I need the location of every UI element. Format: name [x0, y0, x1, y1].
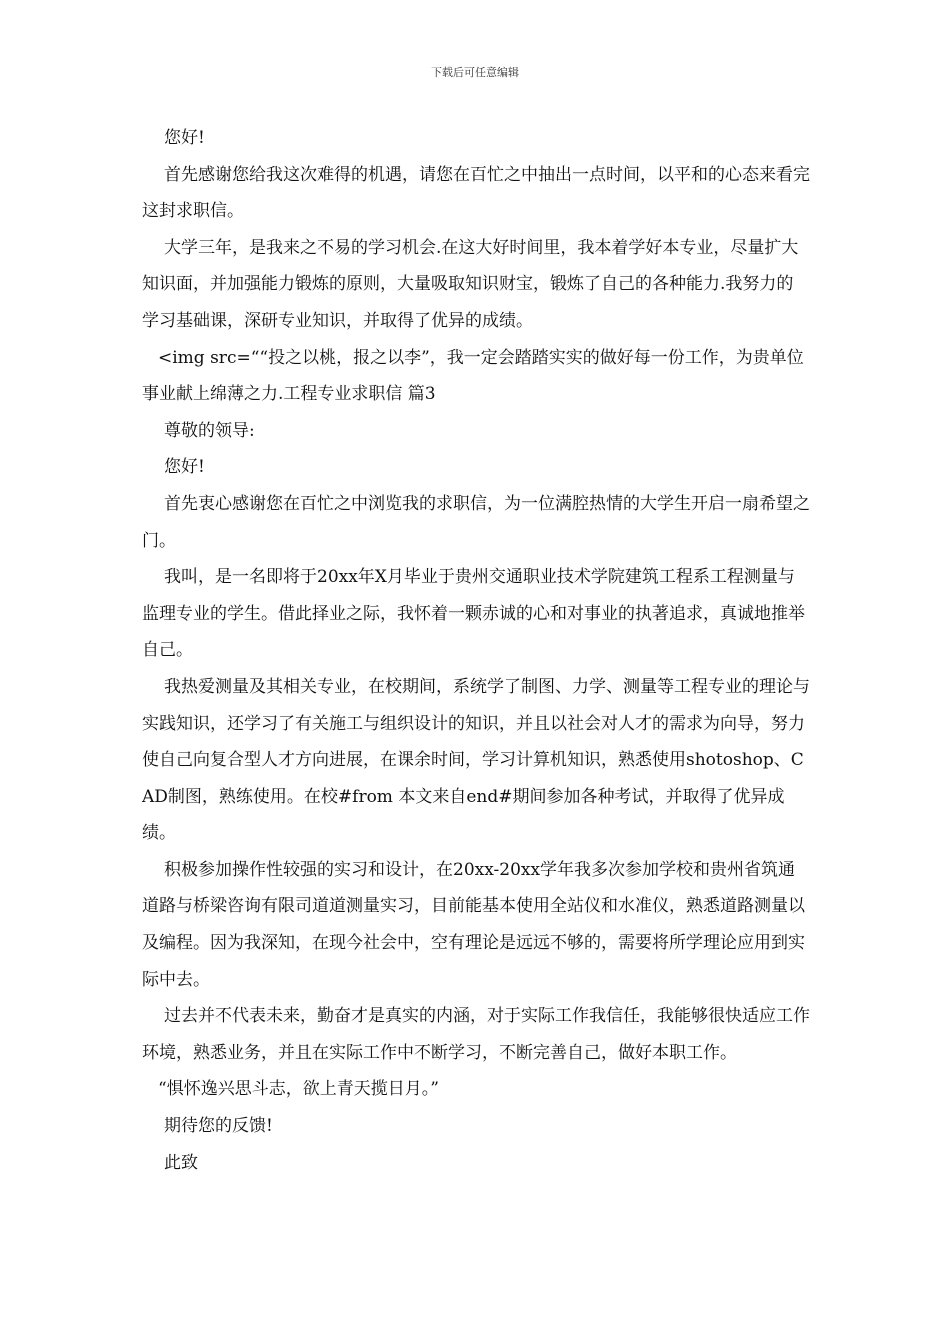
attitude-paragraph: 过去并不代表未来，勤奋才是真实的内涵，对于实际工作我信任，我能够很快适应工作环境，熟悉业务，并且在实际工作中不断学习，不断完善自己，做好本职工作。 [142, 1006, 810, 1063]
quote-paragraph: “惧怀逸兴思斗志，欲上青天揽日月。” [158, 1079, 439, 1100]
greeting-paragraph: 您好! [164, 128, 205, 148]
letter-body [142, 120, 810, 1181]
study-paragraph: 大学三年，是我来之不易的学习机会.在这大好时间里，我本着学好本专业，尽量扩大知识面，并加强能力锻炼的原则，大量吸取知识财宝，锻炼了自己的各种能力.我努力的学习基础课，深研专业知识，并取得了优异的成绩。 [142, 237, 799, 331]
closing-paragraph: 期待您的反馈! [164, 1116, 273, 1137]
thanks-paragraph: 首先衷心感谢您在百忙之中浏览我的求职信，为一位满腔热情的大学生开启一扇希望之门。 [142, 493, 810, 551]
page-header-note: 下载后可任意编辑 [431, 66, 519, 79]
salutation-paragraph: 尊敬的领导: [164, 420, 255, 441]
self-intro-paragraph: 我叫，是一名即将于20xx年X月毕业于贵州交通职业技术学院建筑工程系工程测量与监理专业的学生。借此择业之际，我怀着一颗赤诚的心和对事业的执著追求，真诚地推举自己。 [142, 567, 805, 661]
closing-regards: 此致 [164, 1152, 198, 1173]
practice-paragraph: 积极参加操作性较强的实习和设计，在20xx-20xx学年我多次参加学校和贵州省筑通道路与桥梁咨询有限司道道测量实习，目前能基本使用全站仪和水准仪，熟悉道路测量以及编程。因为我深知，在现今社会中，空有理论是远远不够的，需要将所学理论应用到实际中去。 [142, 859, 805, 990]
skills-paragraph: 我热爱测量及其相关专业，在校期间，系统学了制图、力学、测量等工程专业的理论与实践知识，还学习了有关施工与组织设计的知识，并且以社会对人才的需求为向导，努力使自己向复合型人才方向进展，在课余时间，学习计算机知识，熟悉使用shotoshop、CAD制图，熟练使用。在校#from 本文来自end#期间参加各种考试，并取得了优异成绩。 [142, 676, 810, 844]
pledge-paragraph: <img src=““投之以桃，报之以李”，我一定会踏踏实实的做好每一份工作，为贵单位事业献上绵薄之力.工程专业求职信 篇3 [142, 347, 804, 405]
intro-paragraph: 首先感谢您给我这次难得的机遇，请您在百忙之中抽出一点时间，以平和的心态来看完这封求职信。 [142, 164, 810, 222]
greeting-paragraph-2: 您好! [164, 457, 205, 478]
